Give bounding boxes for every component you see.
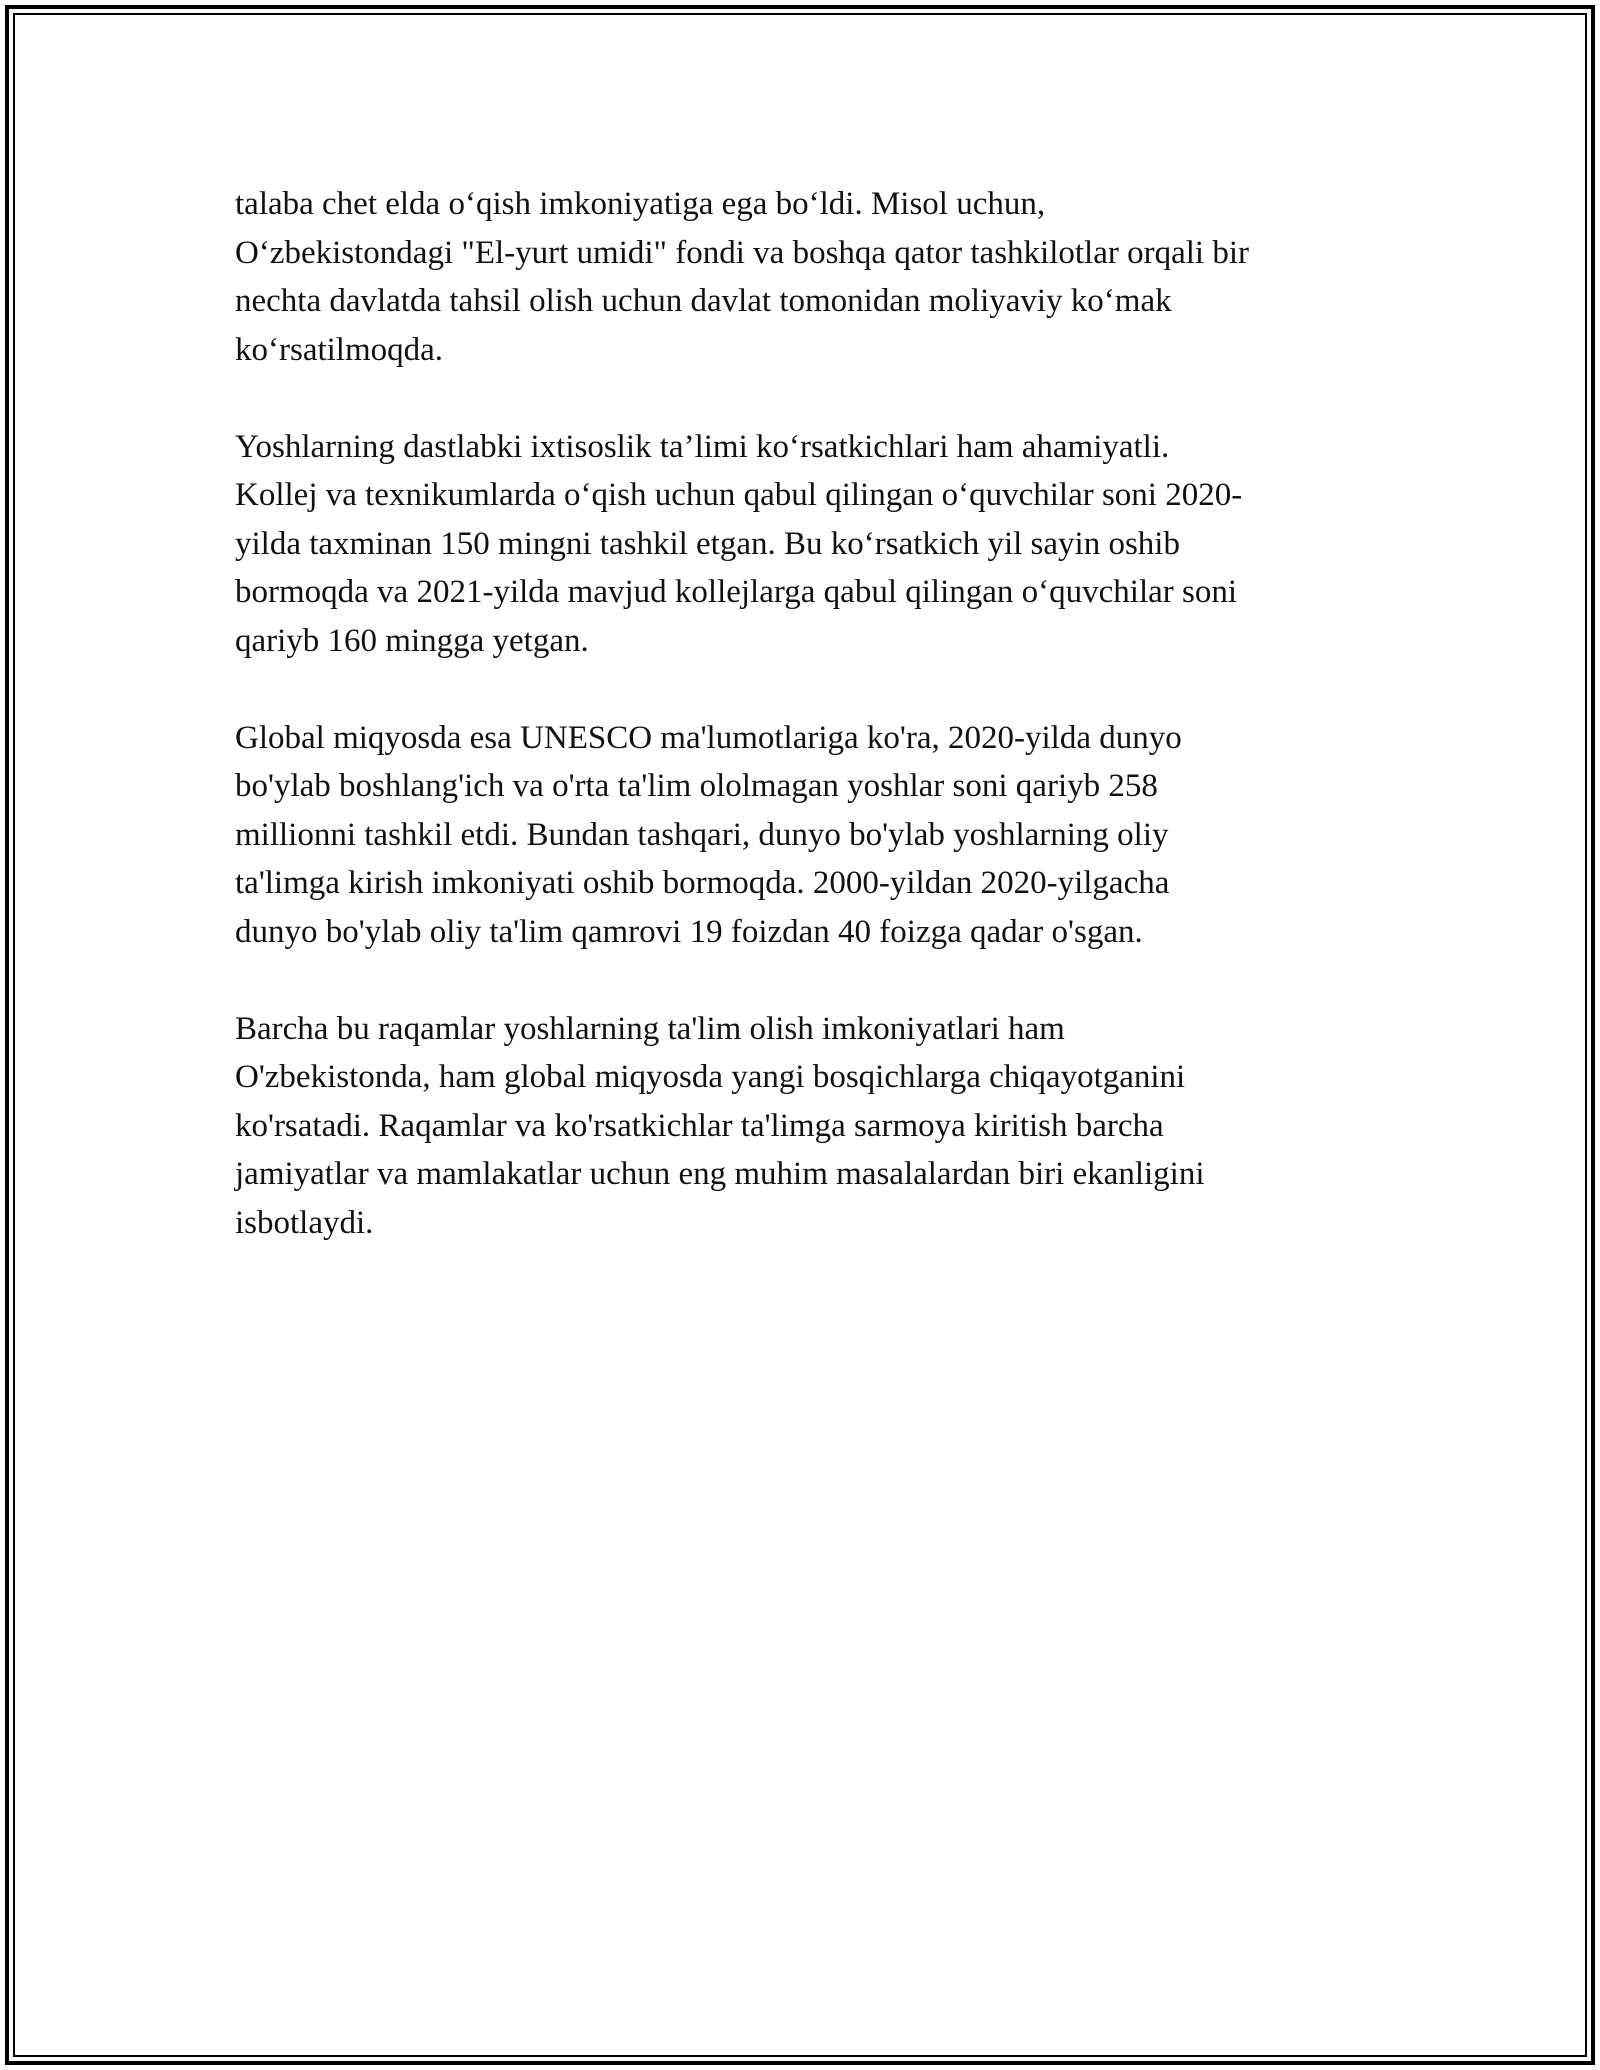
text-line: Kollej va texnikumlarda o‘qish uchun qabul qilingan o‘quvchilar soni 2020- [235,477,1243,513]
text-line: millionni tashkil etdi. Bundan tashqari, dunyo bo'ylab yoshlarning oliy [235,816,1169,853]
document-body [235,180,1375,1296]
text-line: ko'rsatadi. Raqamlar va ko'rsatkichlar ta'limga sarmoya kiritish barcha [235,1107,1164,1144]
text-line: bormoqda va 2021-yilda mavjud kollejlarga qabul qilingan o‘quvchilar soni [235,574,1238,610]
text-line: talaba chet elda o‘qish imkoniyatiga ega bo‘ldi. Misol uchun, [235,186,1046,222]
text-line: qariyb 160 mingga yetgan. [235,622,589,659]
text-line: bo'ylab boshlang'ich va o'rta ta'lim ololmagan yoshlar soni qariyb 258 [235,768,1158,804]
text-line: yilda taxminan 150 mingni tashkil etgan. Bu ko‘rsatkich yil sayin oshib [235,525,1180,562]
text-line: O‘zbekistondagi "El-yurt umidi" fondi va boshqa qator tashkilotlar orqali bir [235,234,1249,271]
text-line: Global miqyosda esa UNESCO ma'lumotlariga ko'ra, 2020-yilda dunyo [235,719,1182,756]
paragraph-2 [235,423,1375,666]
text-line: isbotlaydi. [235,1204,374,1241]
text-line: Yoshlarning dastlabki ixtisoslik ta’limi ko‘rsatkichlari ham ahamiyatli. [235,428,1170,465]
text-line: ta'limga kirish imkoniyati oshib bormoqda. 2000-yildan 2020-yilgacha [235,865,1170,901]
text-line: dunyo bo'ylab oliy ta'lim qamrovi 19 foizdan 40 foizga qadar o'sgan. [235,913,1143,950]
text-line: ko‘rsatilmoqda. [235,331,444,368]
paragraph-1 [235,180,1375,374]
paragraph-3 [235,714,1375,957]
text-line: Barcha bu raqamlar yoshlarning ta'lim olish imkoniyatlari ham [235,1010,1065,1047]
text-line: O'zbekistonda, ham global miqyosda yangi bosqichlarga chiqayotganini [235,1059,1186,1095]
text-line: jamiyatlar va mamlakatlar uchun eng muhim masalalardan biri ekanligini [235,1156,1205,1192]
text-line: nechta davlatda tahsil olish uchun davlat tomonidan moliyaviy ko‘mak [235,283,1172,319]
paragraph-4 [235,1005,1375,1248]
